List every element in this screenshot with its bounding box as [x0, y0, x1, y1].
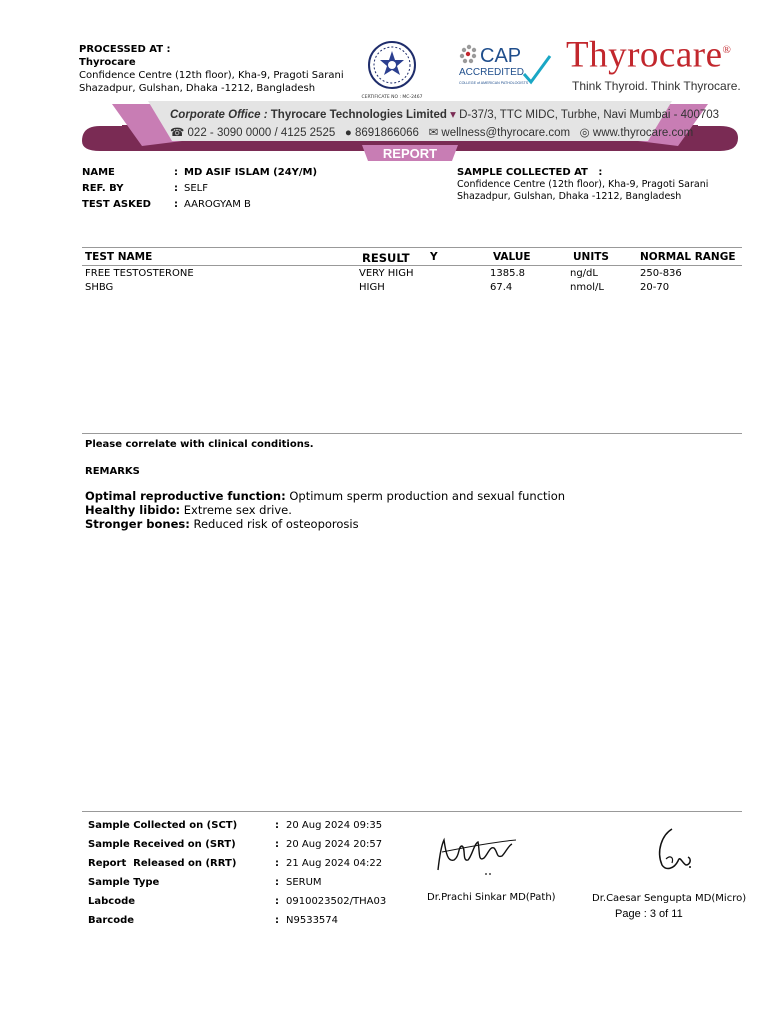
- office-name: Thyrocare Technologies Limited: [270, 109, 447, 121]
- footer-value: 21 Aug 2024 04:22: [286, 858, 383, 869]
- colon: :: [275, 877, 279, 888]
- footer-sample-info: [88, 816, 386, 930]
- report-label: REPORT: [382, 146, 438, 161]
- office-phone: 022 - 3090 0000 / 4125 2525: [187, 127, 336, 139]
- office-website[interactable]: www.thyrocare.com: [592, 127, 694, 139]
- processed-at-block: [79, 43, 171, 69]
- remark-text: Optimum sperm production and sexual function: [289, 489, 566, 503]
- footer-row: [88, 816, 386, 835]
- ref-by-value: SELF: [184, 183, 208, 194]
- patient-name: MD ASIF ISLAM (24Y/M): [184, 167, 318, 178]
- col-normal-range: NORMAL RANGE: [640, 251, 736, 263]
- brand-name: Thyrocare: [566, 34, 723, 76]
- row-value: 1385.8: [490, 268, 525, 279]
- office-email[interactable]: wellness@thyrocare.com: [441, 127, 571, 139]
- row-result: HIGH: [359, 282, 385, 293]
- processed-address-line2: Shazadpur, Gulshan, Dhaka -1212, Bangladesh: [79, 83, 316, 94]
- remark-text: Extreme sex drive.: [183, 503, 292, 517]
- page-number: Page : 3 of 11: [615, 908, 683, 920]
- checkmark-icon: [524, 56, 550, 82]
- footer-label: Sample Received on (SRT): [88, 839, 236, 850]
- remark-label: Stronger bones:: [85, 517, 190, 531]
- colon: :: [174, 167, 178, 178]
- seal-caption: CERTIFICATE NO : MC-2467: [361, 95, 423, 100]
- row-test: SHBG: [85, 282, 114, 293]
- correlate-note: Please correlate with clinical conditions.: [85, 439, 314, 450]
- cap-title: CAP: [480, 45, 522, 67]
- test-asked-label: TEST ASKED: [82, 199, 151, 210]
- globe-icon: ◎: [579, 127, 590, 139]
- footer-label: Labcode: [88, 896, 136, 907]
- colon: :: [598, 167, 603, 178]
- row-range: 20-70: [640, 282, 670, 293]
- footer-label: Barcode: [88, 915, 135, 926]
- footer-row: [88, 854, 386, 873]
- footer-label: Sample Type: [88, 877, 160, 888]
- footer-value: 20 Aug 2024 20:57: [286, 839, 383, 850]
- colon: :: [275, 896, 279, 907]
- remark-label: Optimal reproductive function:: [85, 489, 286, 503]
- footer-row: [88, 892, 386, 911]
- sample-collected-at-heading: SAMPLE COLLECTED AT: [457, 167, 588, 178]
- notes-top-rule: [82, 433, 742, 434]
- table-row: [82, 266, 742, 282]
- name-label: NAME: [82, 167, 115, 178]
- remark-label: Healthy libido:: [85, 503, 181, 517]
- colon: :: [275, 858, 279, 869]
- registered-mark: ®: [722, 44, 732, 56]
- remarks-list: [85, 489, 565, 531]
- col-units: UNITS: [573, 251, 609, 263]
- remark-text: Reduced risk of osteoporosis: [193, 517, 359, 531]
- brand-tagline: Think Thyroid. Think Thyrocare.: [572, 79, 741, 94]
- ref-by-label: REF. BY: [82, 183, 124, 194]
- processed-address: [79, 69, 344, 95]
- processed-lab-name: Thyrocare: [79, 57, 136, 68]
- col-value: VALUE: [493, 251, 531, 263]
- sample-collected-at-block: [457, 167, 708, 203]
- doctor1-name: Dr.Prachi Sinkar MD(Path): [427, 892, 556, 903]
- list-item: [85, 489, 565, 503]
- footer-row: [88, 911, 386, 930]
- list-item: [85, 503, 565, 517]
- sample-address-line2: Shazadpur, Gulshan, Dhaka -1212, Bangladesh: [457, 191, 682, 202]
- email-icon: ✉: [428, 127, 439, 139]
- table-header-row: [82, 248, 742, 265]
- processed-address-line1: Confidence Centre (12th floor), Kha-9, Pragoti Sarani: [79, 70, 344, 81]
- whatsapp-icon: ●: [344, 127, 352, 139]
- colon: :: [275, 915, 279, 926]
- results-table: [82, 247, 742, 298]
- location-pin-icon: ▾: [450, 109, 456, 121]
- row-value: 67.4: [490, 282, 513, 293]
- signature-prachi-sinkar: [432, 832, 522, 882]
- thyrocare-logo: [566, 30, 741, 100]
- phone-icon: ☎: [170, 127, 185, 139]
- footer-label: Sample Collected on (SCT): [88, 820, 238, 831]
- remarks-heading: REMARKS: [85, 466, 140, 477]
- row-range: 250-836: [640, 268, 682, 279]
- corporate-office-info: [170, 107, 719, 142]
- row-units: ng/dL: [570, 268, 598, 279]
- footer-value: 20 Aug 2024 09:35: [286, 820, 383, 831]
- cap-accredited-logo: [456, 42, 556, 92]
- colon: :: [174, 199, 178, 210]
- processed-at-heading: PROCESSED AT :: [79, 44, 171, 55]
- accreditation-seal-logo: [357, 40, 427, 102]
- sample-address-line1: Confidence Centre (12th floor), Kha-9, Pragoti Sarani: [457, 179, 709, 190]
- footer-label: Report Released on (RRT): [88, 858, 237, 869]
- colon: :: [275, 820, 279, 831]
- col-result: RESULT: [362, 251, 410, 265]
- test-asked-value: AAROGYAM B: [184, 199, 251, 210]
- signature-caesar-sengupta: [652, 825, 702, 877]
- office-label: Corporate Office :: [170, 109, 268, 121]
- colon: :: [174, 183, 178, 194]
- footer-value: N9533574: [286, 915, 339, 926]
- col-flag: Y: [430, 251, 438, 263]
- list-item: [85, 517, 565, 531]
- col-test-name: TEST NAME: [85, 251, 153, 263]
- colon: :: [275, 839, 279, 850]
- office-address: D-37/3, TTC MIDC, Turbhe, Navi Mumbai - 400703: [459, 109, 720, 121]
- row-units: nmol/L: [570, 282, 604, 293]
- row-result: VERY HIGH: [359, 268, 414, 279]
- office-whatsapp: 8691866066: [355, 127, 419, 139]
- table-row: [82, 282, 742, 298]
- footer-row: [88, 835, 386, 854]
- cap-org-name: COLLEGE of AMERICAN PATHOLOGISTS: [459, 81, 529, 85]
- cap-accredited-text: ACCREDITED: [459, 67, 525, 78]
- doctor2-name: Dr.Caesar Sengupta MD(Micro): [592, 893, 747, 904]
- footer-row: [88, 873, 386, 892]
- row-test: FREE TESTOSTERONE: [85, 268, 194, 279]
- footer-value: SERUM: [286, 877, 322, 888]
- patient-info: [82, 165, 317, 213]
- footer-rule: [82, 811, 742, 812]
- footer-value: 0910023502/THA03: [286, 896, 387, 907]
